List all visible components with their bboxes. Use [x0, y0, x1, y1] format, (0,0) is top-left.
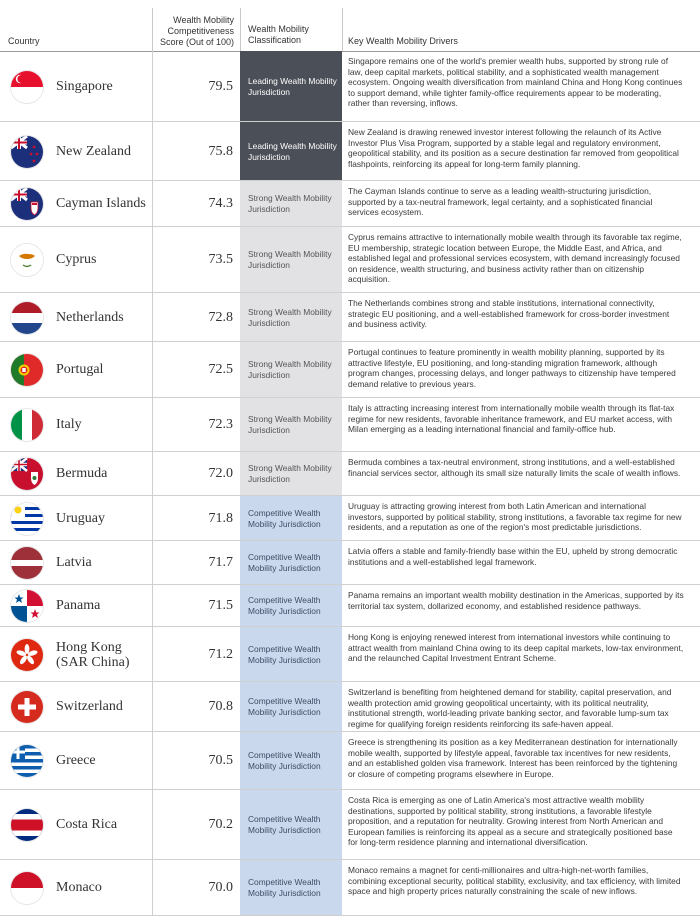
- classification-badge: [240, 585, 342, 626]
- flag-icon: [11, 188, 43, 220]
- column-divider: [152, 496, 153, 540]
- classification-badge: [240, 732, 342, 789]
- table-row: [0, 452, 700, 496]
- score-value: 72.3: [208, 417, 233, 432]
- drivers-text: Greece is strengthening its position as a key Mediterranean destination for internationally mobile wealth, supported by lifestyle appeal, favorable tax incentives for new residents, and an established golden visa framework. Interest has been reinforced by the tightening or closure of competing programs elsewhere in Europe.: [348, 737, 678, 779]
- drivers-text: The Cayman Islands continue to serve as a leading wealth-structuring jurisdiction, supported by a tax-neutral framework, legal certainty, and a sophisticated financial services ecosystem.: [348, 186, 653, 218]
- country-name: [56, 555, 92, 570]
- column-divider: [152, 682, 153, 731]
- column-divider: [152, 585, 153, 626]
- country-name: [56, 417, 82, 432]
- score-value: 72.8: [208, 310, 233, 325]
- country-label: Hong Kong: [56, 640, 122, 655]
- flag-icon: [11, 809, 43, 841]
- score-value: 70.8: [208, 699, 233, 714]
- table-row: [0, 181, 700, 227]
- column-divider: [152, 181, 153, 226]
- column-divider: [152, 452, 153, 495]
- table-row: [0, 227, 700, 293]
- column-divider: [152, 627, 153, 681]
- header-divider: [240, 8, 241, 51]
- flag-icon: [11, 244, 43, 276]
- classification-label: Competitive Wealth Mobility Jurisdiction: [248, 877, 321, 898]
- column-divider: [152, 293, 153, 341]
- column-divider: [152, 122, 153, 180]
- column-divider: [152, 342, 153, 397]
- flag-icon: [11, 590, 43, 622]
- country-name: [56, 310, 124, 325]
- classification-label: Leading Wealth Mobility Jurisdiction: [248, 141, 337, 162]
- flag-icon: [11, 745, 43, 777]
- drivers-text: The Netherlands combines strong and stable institutions, international connectivity, strategic EU positioning, and a well-established framework for cross-border investment and business activity.: [348, 298, 670, 330]
- header-drivers: Key Wealth Mobility Drivers: [348, 36, 458, 46]
- drivers-text: Portugal continues to feature prominently in wealth mobility planning, supported by its attractive lifestyle, EU positioning, and long-standing migration framework, although program changes, processing delays, and longer pathways to citizenship have tempered demand relative to previous years.: [348, 347, 676, 389]
- flag-icon: [11, 354, 43, 386]
- classification-badge: [240, 293, 342, 341]
- country-label: Cyprus: [56, 252, 97, 267]
- drivers-text: Costa Rica is emerging as one of Latin America's most attractive wealth mobility destinations, supported by political stability, strong institutions, a favorable lifestyle proposition, and a reputation for neutrality. Growing interest from North American and European families is reinforcing its appeal as a secure and strategically positioned base for long-term residence planning and international diversification.: [348, 795, 673, 848]
- classification-label: Strong Wealth Mobility Jurisdiction: [248, 307, 332, 328]
- flag-icon: [11, 409, 43, 441]
- flag-icon: [11, 691, 43, 723]
- country-label: Costa Rica: [56, 817, 118, 832]
- table-row: [0, 293, 700, 342]
- classification-label: Competitive Wealth Mobility Jurisdiction: [248, 595, 321, 616]
- flag-icon: [11, 136, 43, 168]
- score-value: 74.3: [208, 196, 233, 211]
- drivers-text: Bermuda combines a tax-neutral environment, strong institutions, and a well-established financial services sector, although its small size naturally limits the scale of wealth inflows.: [348, 457, 681, 478]
- country-name: [56, 144, 131, 159]
- country-label: Uruguay: [56, 511, 105, 526]
- classification-badge: [240, 227, 342, 292]
- country-name: [56, 817, 117, 832]
- country-name: [56, 598, 100, 613]
- table-row: [0, 585, 700, 627]
- classification-badge: [240, 541, 342, 584]
- score-value: 71.5: [208, 598, 233, 613]
- score-value: 71.2: [208, 647, 233, 662]
- header-score: Wealth Mobility Competitiveness Score (Out of 100): [159, 15, 234, 47]
- country-label: Italy: [56, 417, 82, 432]
- flag-icon: [11, 872, 43, 904]
- score-value: 71.8: [208, 511, 233, 526]
- drivers-text: Italy is attracting increasing interest from internationally mobile wealth through its flat-tax regime for new residents, favorable inheritance framework, and EU market access, with Milan emerging as a leading international financial and family-office hub.: [348, 403, 675, 435]
- table-row: [0, 790, 700, 860]
- country-name: [56, 252, 96, 267]
- country-name: [56, 511, 105, 526]
- drivers-text: Singapore remains one of the world's premier wealth hubs, supported by strong rule of law, deep capital markets, political stability, and a sophisticated wealth management ecosystem. Ongoing wealth diversification from mainland China and Hong Kong continues to support demand, while tighter family-office requirements appear to be moderating, rather than reversing, inflows.: [348, 56, 683, 109]
- score-value: 79.5: [208, 79, 233, 94]
- country-label: Cayman Islands: [56, 196, 146, 211]
- score-value: 75.8: [208, 144, 233, 159]
- table-row: [0, 496, 700, 541]
- table-row: [0, 732, 700, 790]
- country-label: New Zealand: [56, 144, 132, 159]
- column-divider: [152, 541, 153, 584]
- country-name: [56, 79, 113, 94]
- column-divider: [152, 860, 153, 915]
- column-divider: [152, 51, 153, 121]
- classification-badge: [240, 342, 342, 397]
- country-label: Singapore: [56, 79, 113, 94]
- column-divider: [152, 398, 153, 451]
- classification-label: Competitive Wealth Mobility Jurisdiction: [248, 508, 321, 529]
- country-label: Portugal: [56, 362, 104, 377]
- classification-label: Competitive Wealth Mobility Jurisdiction: [248, 814, 321, 835]
- classification-badge: [240, 790, 342, 859]
- classification-badge: [240, 627, 342, 681]
- table-row: [0, 398, 700, 452]
- flag-icon: [11, 547, 43, 579]
- drivers-text: Cyprus remains attractive to internationally mobile wealth through its favorable tax regime, EU membership, strategic location between Europe, the Middle East, and Africa, and established legal and professional services ecosystem, with demand increasingly focused on residence, wealth structuring, and business activity rather than on citizenship acquisition.: [348, 232, 682, 285]
- country-name: [56, 466, 107, 481]
- classification-badge: [240, 452, 342, 495]
- flag-icon: [11, 302, 43, 334]
- drivers-text: New Zealand is drawing renewed investor interest following the relaunch of its Active Investor Plus Visa Program, supported by a stable legal and regulatory environment, geopolitical stability, and its position as a secure destination far removed from geopolitical flashpoints, reinforcing its appeal for long-term family planning.: [348, 127, 679, 169]
- column-divider: [152, 227, 153, 292]
- score-value: 73.5: [208, 252, 233, 267]
- drivers-text: Latvia offers a stable and family-friendly base within the EU, upheld by strong democratic institutions and a well-established legal framework.: [348, 546, 678, 567]
- header-classification: Wealth Mobility Classification: [248, 24, 309, 45]
- classification-badge: [240, 181, 342, 226]
- classification-label: Strong Wealth Mobility Jurisdiction: [248, 249, 332, 270]
- drivers-text: Panama remains an important wealth mobility destination in the Americas, supported by its territorial tax system, dollarized economy, and established residence pathways.: [348, 590, 684, 611]
- drivers-text: Switzerland is benefiting from heightened demand for stability, capital preservation, and wealth protection amid growing geopolitical uncertainty, with its political neutrality, institutional strength, world-leading private banking sector, and favorable lump-sum tax regime for qualifying foreign residents reinforcing its safe-haven appeal.: [348, 687, 672, 729]
- classification-badge: [240, 398, 342, 451]
- classification-badge: [240, 682, 342, 731]
- column-divider: [152, 732, 153, 789]
- drivers-text: Hong Kong is enjoying renewed interest from international investors while continuing to attract wealth from mainland China owing to its deep capital markets, low-tax environment, and the relaunched Capital Investment Entrant Scheme.: [348, 632, 684, 664]
- table-row: [0, 342, 700, 398]
- table-row: [0, 122, 700, 181]
- classification-label: Strong Wealth Mobility Jurisdiction: [248, 414, 332, 435]
- country-label: Netherlands: [56, 310, 124, 325]
- drivers-text: Uruguay is attracting growing interest from both Latin American and international investors, supported by political stability, strong institutions, a favorable tax regime for new residents, and a reputation as one of the region's most predictable jurisdictions.: [348, 501, 682, 533]
- score-value: 70.5: [208, 753, 233, 768]
- classification-badge: [240, 122, 342, 180]
- header-divider: [152, 8, 153, 51]
- classification-badge: [240, 496, 342, 540]
- flag-icon: [11, 639, 43, 671]
- score-value: 72.5: [208, 362, 233, 377]
- country-name: [56, 196, 146, 211]
- table-row: [0, 627, 700, 682]
- table-header: [0, 0, 700, 52]
- column-divider: [152, 790, 153, 859]
- table-row: [0, 682, 700, 732]
- country-name: [56, 699, 123, 714]
- country-label: Latvia: [56, 555, 92, 570]
- country-label: Monaco: [56, 880, 102, 895]
- country-label: Switzerland: [56, 699, 123, 714]
- flag-icon: [11, 71, 43, 103]
- header-divider: [342, 8, 343, 51]
- classification-badge: [240, 51, 342, 121]
- classification-label: Competitive Wealth Mobility Jurisdiction: [248, 696, 321, 717]
- country-label: Bermuda: [56, 466, 108, 481]
- score-value: 70.0: [208, 880, 233, 895]
- country-label: Panama: [56, 598, 101, 613]
- drivers-text: Monaco remains a magnet for centi-millionaires and ultra-high-net-worth families, combining exceptional security, political stability, exclusivity, and tax efficiency, with limited space and high property prices naturally constraining the scale of new inflows.: [348, 865, 681, 897]
- classification-label: Leading Wealth Mobility Jurisdiction: [248, 76, 337, 97]
- score-value: 70.2: [208, 817, 233, 832]
- classification-badge: [240, 860, 342, 915]
- table-row: [0, 51, 700, 122]
- table-row: [0, 541, 700, 585]
- country-name: [56, 880, 102, 895]
- classification-label: Strong Wealth Mobility Jurisdiction: [248, 463, 332, 484]
- classification-label: Competitive Wealth Mobility Jurisdiction: [248, 552, 321, 573]
- classification-label: Competitive Wealth Mobility Jurisdiction: [248, 644, 321, 665]
- score-value: 71.7: [208, 555, 233, 570]
- header-country: Country: [8, 36, 40, 46]
- flag-icon: [11, 458, 43, 490]
- country-name: [56, 640, 130, 670]
- country-sublabel: (SAR China): [56, 655, 130, 670]
- table-row: [0, 860, 700, 916]
- country-label: Greece: [56, 753, 96, 768]
- classification-label: Strong Wealth Mobility Jurisdiction: [248, 359, 332, 380]
- classification-label: Strong Wealth Mobility Jurisdiction: [248, 193, 332, 214]
- flag-icon: [11, 503, 43, 535]
- country-name: [56, 362, 103, 377]
- country-name: [56, 753, 96, 768]
- score-value: 72.0: [208, 466, 233, 481]
- classification-label: Competitive Wealth Mobility Jurisdiction: [248, 750, 321, 771]
